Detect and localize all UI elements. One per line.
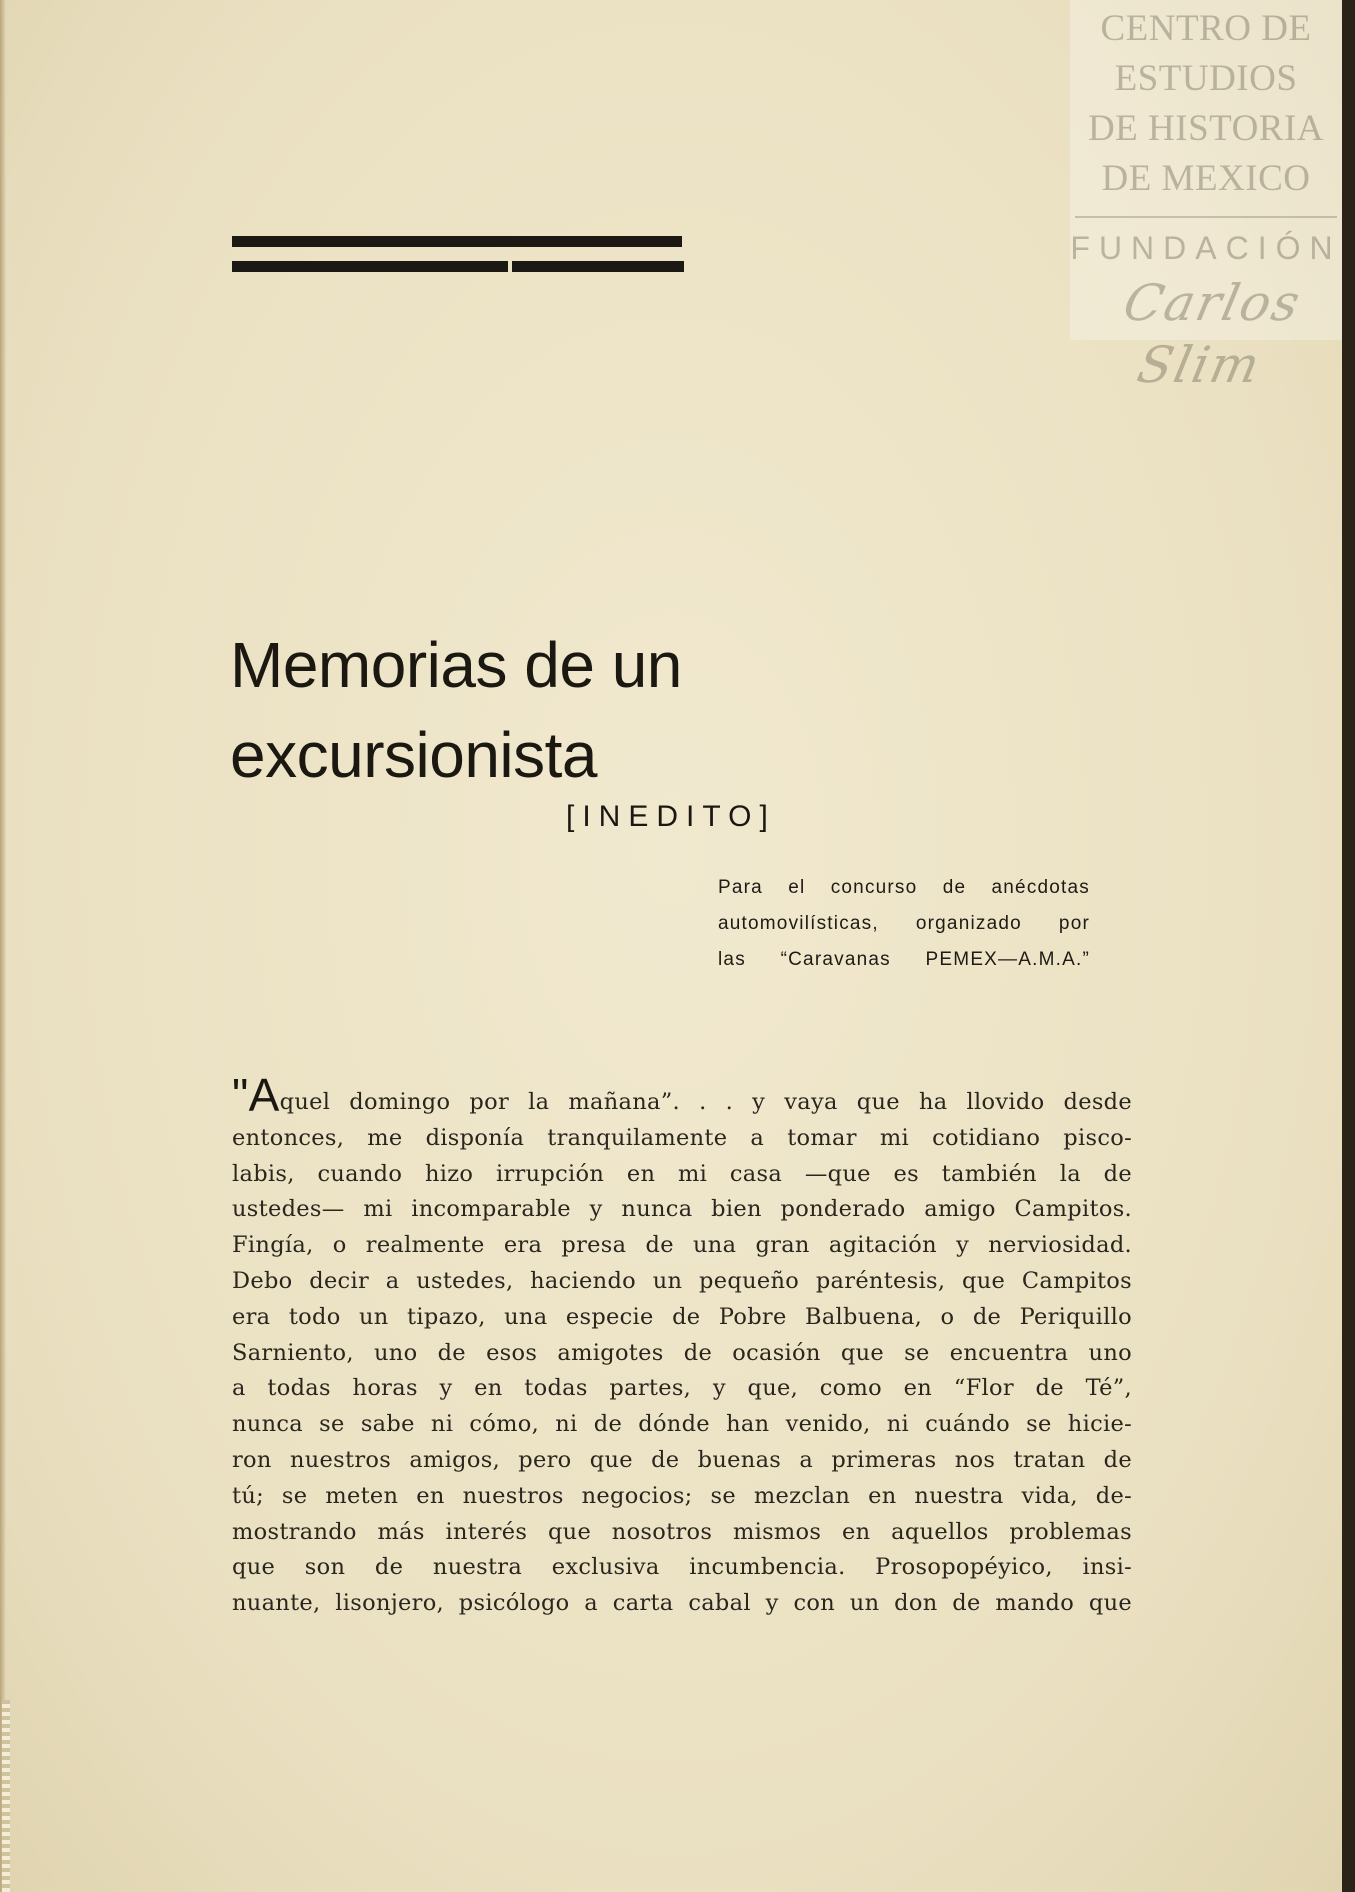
watermark-line: DE MEXICO [1101,158,1311,199]
body-line: a todas horas y en todas partes, y que, como en “Flor de Té”, [232,1375,1132,1402]
article-note [718,870,1090,978]
note-line: automovilísticas, organizado por [718,913,1090,934]
ornament-bar-top [232,236,682,247]
spine-binding [2,1700,10,1892]
watermark-line: CENTRO DE [1100,8,1312,49]
drop-cap: A [248,1069,280,1121]
archive-watermark [1070,0,1342,394]
watermark-line: DE HISTORIA [1087,108,1325,149]
body-line: labis, cuando hizo irrupción en mi casa —que es también la de [232,1160,1132,1187]
body-line: Sarniento, uno de esos amigotes de ocasión que se encuentra uno [232,1339,1132,1366]
body-line: que son de nuestra exclusiva incumbencia. Prosopopéyico, insi- [232,1554,1132,1581]
title-line: excursionista [230,719,597,791]
body-line: mostrando más interés que nosotros mismos en aquellos problemas [232,1518,1132,1545]
body-line: ustedes— mi incomparable y nunca bien ponderado amigo Campitos. [232,1196,1132,1223]
article-subtitle: [INEDITO] [566,800,776,833]
body-line: ron nuestros amigos, pero que de buenas a primeras nos tratan de [232,1446,1132,1473]
watermark-divider [1075,216,1337,218]
article-body [232,1069,1132,1622]
ornament-bar-bottom-left [232,261,508,272]
body-line: nunca se sabe ni cómo, ni de dónde han venido, ni cuándo se hicie- [232,1411,1132,1438]
body-line: tú; se meten en nuestros negocios; se mezclan en nuestra vida, de- [232,1482,1132,1509]
article-title [230,620,870,800]
body-line-text: quel domingo por la mañana”. . . y vaya que ha llovido desde [279,1089,1132,1115]
body-line [232,1069,1132,1121]
body-line: Fingía, o realmente era presa de una gran agitación y nerviosidad. [232,1232,1132,1259]
body-line: Debo decir a ustedes, haciendo un pequeño paréntesis, que Campitos [232,1267,1132,1294]
watermark-line: ESTUDIOS [1114,58,1298,99]
ornament-bar-bottom-right [512,261,684,272]
page-left-edge [0,0,6,1892]
title-line: Memorias de un [230,629,682,701]
note-line: Para el concurso de anécdotas [718,877,1090,898]
note-line: las “Caravanas PEMEX—A.M.A.” [718,949,1090,970]
watermark-signature: Carlos Slim [1118,274,1307,394]
watermark-fundacion: FUNDACIÓN [1070,230,1342,266]
body-line: nuante, lisonjero, psicólogo a carta cabal y con un don de mando que [232,1590,1132,1617]
ornamental-rule [232,236,684,272]
opening-quote: " [232,1069,249,1121]
body-line: entonces, me disponía tranquilamente a tomar mi cotidiano pisco- [232,1124,1132,1151]
body-line: era todo un tipazo, una especie de Pobre Balbuena, o de Periquillo [232,1303,1132,1330]
